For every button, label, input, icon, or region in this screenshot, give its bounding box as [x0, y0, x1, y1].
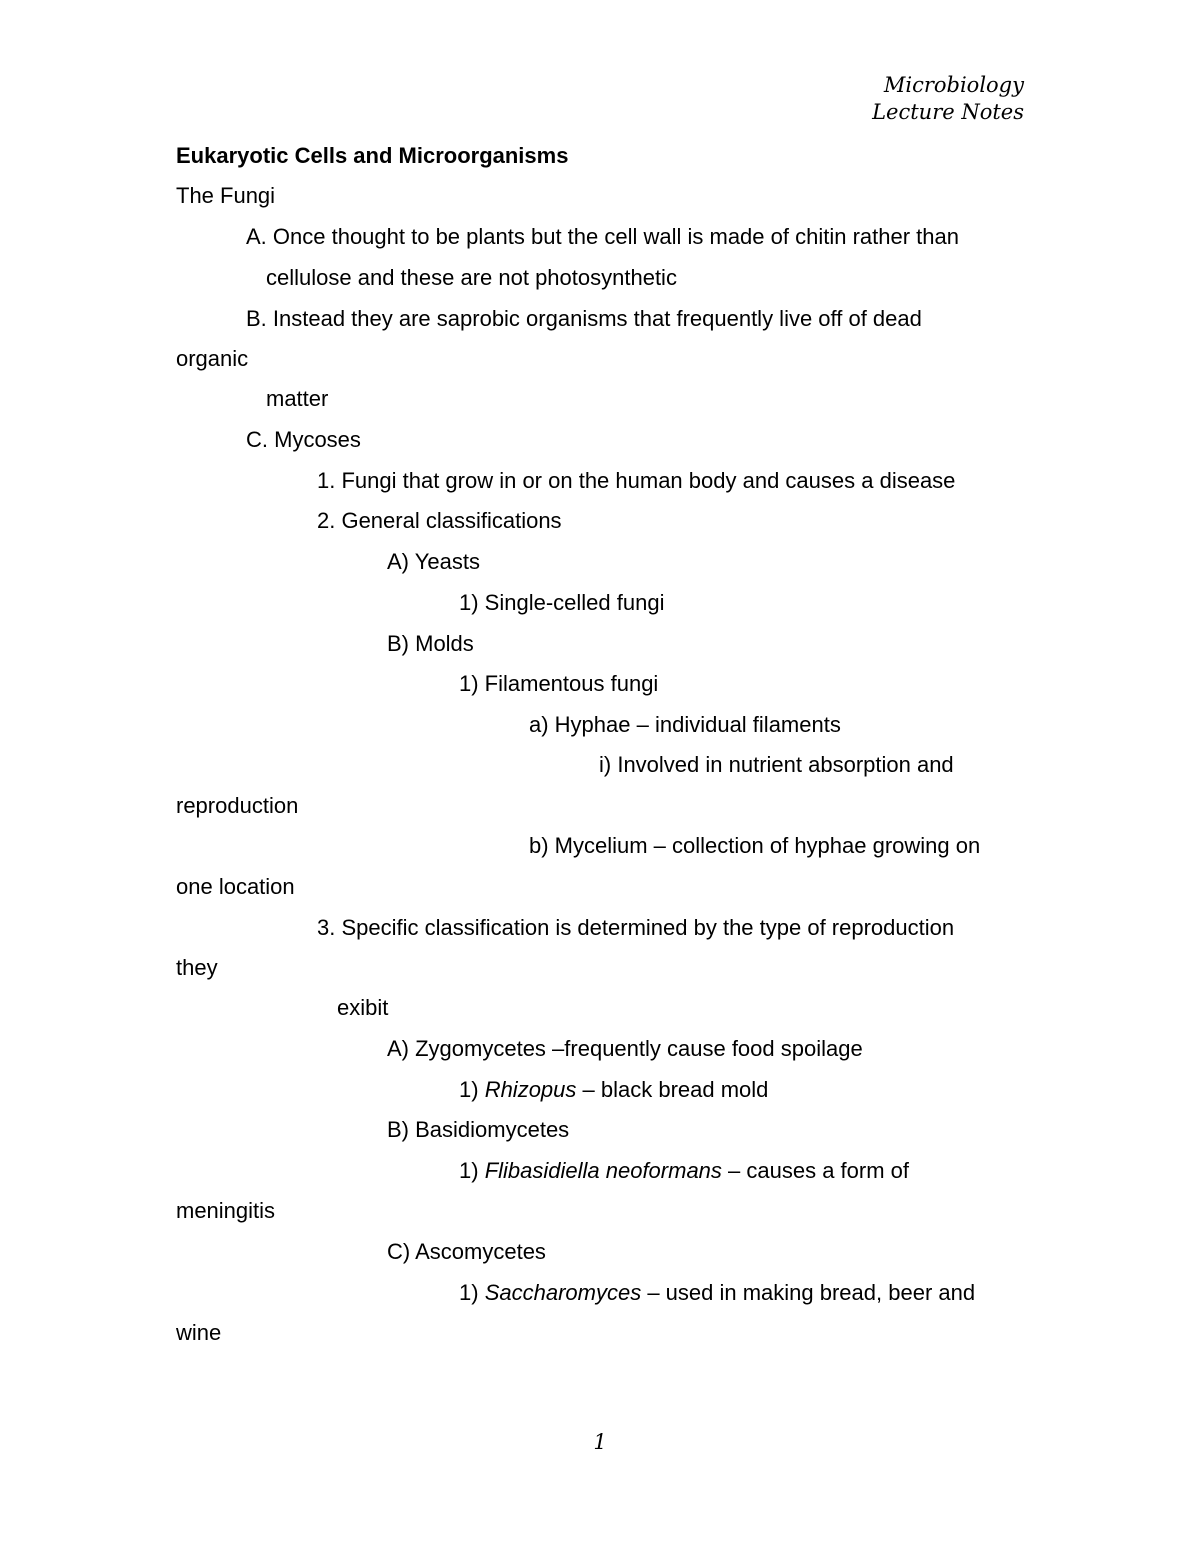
outline-item: 1. Fungi that grow in or on the human body and causes a disease: [317, 468, 956, 493]
outline-item: A. Once thought to be plants but the cell wall is made of chitin rather than: [246, 224, 959, 249]
page-number: 1: [593, 1430, 607, 1454]
outline-item: B) Molds: [387, 631, 474, 656]
outline-item: A) Yeasts: [387, 549, 480, 574]
outline-item: C. Mycoses: [246, 427, 361, 452]
outline-item: they: [176, 955, 218, 980]
outline-item: matter: [266, 386, 329, 411]
section-heading: The Fungi: [176, 183, 276, 208]
outline-item: [459, 1077, 768, 1103]
outline-item: 1) Filamentous fungi: [459, 671, 659, 696]
header-doc-type: Lecture Notes: [872, 100, 1024, 124]
outline-item: 3. Specific classification is determined by the type of reproduction: [317, 915, 955, 940]
outline-item: [459, 1280, 975, 1306]
page-header: [872, 72, 1024, 126]
outline-item: meningitis: [176, 1198, 276, 1223]
outline-item: 1) Single-celled fungi: [459, 590, 665, 615]
item-description: – black bread mold: [576, 1077, 769, 1102]
outline-item: i) Involved in nutrient absorption and: [599, 752, 954, 777]
genus-name: Saccharomyces: [484, 1280, 642, 1305]
genus-name: Rhizopus: [484, 1077, 577, 1102]
outline-item: 2. General classifications: [317, 508, 562, 533]
document-title: Eukaryotic Cells and Microorganisms: [176, 143, 569, 168]
outline-item: organic: [176, 346, 249, 371]
item-description: – causes a form of: [721, 1158, 910, 1183]
item-description: – used in making bread, beer and: [641, 1280, 976, 1305]
outline-item: cellulose and these are not photosynthetic: [266, 265, 677, 290]
item-number: 1): [459, 1077, 485, 1102]
item-number: 1): [459, 1280, 485, 1305]
outline-item: a) Hyphae – individual filaments: [529, 712, 841, 737]
outline-item: B) Basidiomycetes: [387, 1117, 570, 1142]
outline-item: B. Instead they are saprobic organisms that frequently live off of dead: [246, 306, 922, 331]
outline-item: C) Ascomycetes: [387, 1239, 546, 1264]
outline-item: exibit: [337, 995, 389, 1020]
outline-item: one location: [176, 874, 295, 899]
outline-item: [459, 1158, 909, 1184]
outline-item: reproduction: [176, 793, 299, 818]
species-name: Flibasidiella neoformans: [484, 1158, 722, 1183]
outline-item: b) Mycelium – collection of hyphae growing on: [529, 833, 981, 858]
item-number: 1): [459, 1158, 485, 1183]
outline-item: wine: [176, 1320, 222, 1345]
header-course: Microbiology: [883, 73, 1024, 97]
outline-item: A) Zygomycetes –frequently cause food spoilage: [387, 1036, 863, 1061]
